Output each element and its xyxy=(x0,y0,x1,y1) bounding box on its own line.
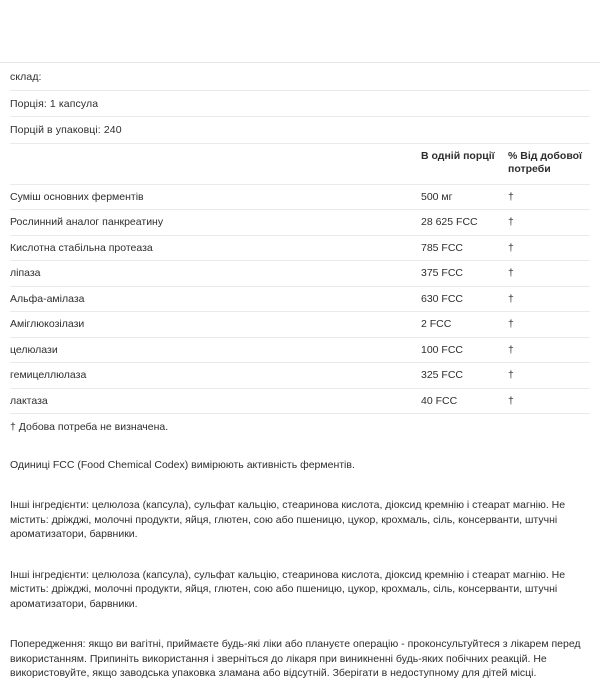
table-row xyxy=(10,388,590,414)
ingredient-amount: 28 625 FCC xyxy=(421,210,508,236)
ingredient-amount: 2 FCC xyxy=(421,312,508,338)
ingredient-daily-value: † xyxy=(508,312,590,338)
ingredient-amount: 40 FCC xyxy=(421,388,508,414)
table-row xyxy=(10,363,590,389)
top-spacer xyxy=(0,0,600,62)
other-ingredients-note-1: Інші інгредієнти: целюлоза (капсула), сульфат кальцію, стеаринова кислота, діоксид кремнію і стеарат магнію. Не містить: дріжджі, молочні продукти, яйця, глютен, сою або пшеницю, цукор, крохмаль, сіль, консерванти, штучні ароматизатори, барвники. xyxy=(10,499,566,540)
ingredient-amount: 100 FCC xyxy=(421,337,508,363)
ingredients-title: склад: xyxy=(10,63,590,91)
ingredient-daily-value: † xyxy=(508,337,590,363)
table-row xyxy=(10,184,590,210)
ingredient-name: гемицеллюлаза xyxy=(10,363,421,389)
table-row xyxy=(10,235,590,261)
ingredient-amount: 630 FCC xyxy=(421,286,508,312)
column-header-name xyxy=(10,144,421,185)
fcc-units-note: Одиниці FCC (Food Chemical Codex) вимірюють активність ферментів. xyxy=(10,458,355,471)
ingredient-daily-value: † xyxy=(508,184,590,210)
ingredient-amount: 785 FCC xyxy=(421,235,508,261)
servings-per-container-row: Порцій в упаковці: 240 xyxy=(10,117,590,144)
ingredient-daily-value: † xyxy=(508,235,590,261)
ingredient-name: целюлази xyxy=(10,337,421,363)
ingredient-name: Рослинний аналог панкреатину xyxy=(10,210,421,236)
table-row xyxy=(10,210,590,236)
ingredient-daily-value: † xyxy=(508,388,590,414)
ingredient-name: ліпаза xyxy=(10,261,421,287)
table-body xyxy=(10,184,590,414)
table-row xyxy=(10,312,590,338)
warning-note: Попередження: якщо ви вагітні, приймаєте будь-які ліки або плануєте операцію - проконсультуйтеся з лікарем перед використанням. Припиніть використання і зверніться до лікаря при виникненні будь-яких побічних реакцій. Не використовуйте, якщо заводська упаковка зламана або відсутній. Зберігати в недоступному для дітей місці. xyxy=(10,638,581,679)
ingredient-name: лактаза xyxy=(10,388,421,414)
ingredient-name: Кислотна стабільна протеаза xyxy=(10,235,421,261)
column-header-percent-daily-value: % Від добової потреби xyxy=(508,144,590,185)
ingredient-amount: 500 мг xyxy=(421,184,508,210)
ingredient-name: Суміш основних ферментів xyxy=(10,184,421,210)
ingredient-name: Альфа-амілаза xyxy=(10,286,421,312)
ingredient-name: Аміглюкозілази xyxy=(10,312,421,338)
ingredient-daily-value: † xyxy=(508,286,590,312)
serving-size-row: Порція: 1 капсула xyxy=(10,91,590,118)
table-header-row xyxy=(10,144,590,185)
supplement-facts-table xyxy=(10,144,590,415)
ingredient-amount: 325 FCC xyxy=(421,363,508,389)
daily-value-footnote: † Добова потреба не визначена. xyxy=(10,421,169,433)
ingredient-daily-value: † xyxy=(508,210,590,236)
table-row xyxy=(10,261,590,287)
table-header xyxy=(10,144,590,185)
table-row xyxy=(10,337,590,363)
ingredient-amount: 375 FCC xyxy=(421,261,508,287)
ingredient-daily-value: † xyxy=(508,261,590,287)
table-row xyxy=(10,286,590,312)
column-header-amount-per-serving: В одній порції xyxy=(421,144,508,185)
other-ingredients-note-2: Інші інгредієнти: целюлоза (капсула), сульфат кальцію, стеаринова кислота, діоксид кремнію і стеарат магнію. Не містить: дріжджі, молочні продукти, яйця, глютен, сою або пшеницю, цукор, крохмаль, сіль, консерванти, штучні ароматизатори, барвники. xyxy=(10,568,566,610)
ingredient-daily-value: † xyxy=(508,363,590,389)
content-container xyxy=(0,63,600,681)
